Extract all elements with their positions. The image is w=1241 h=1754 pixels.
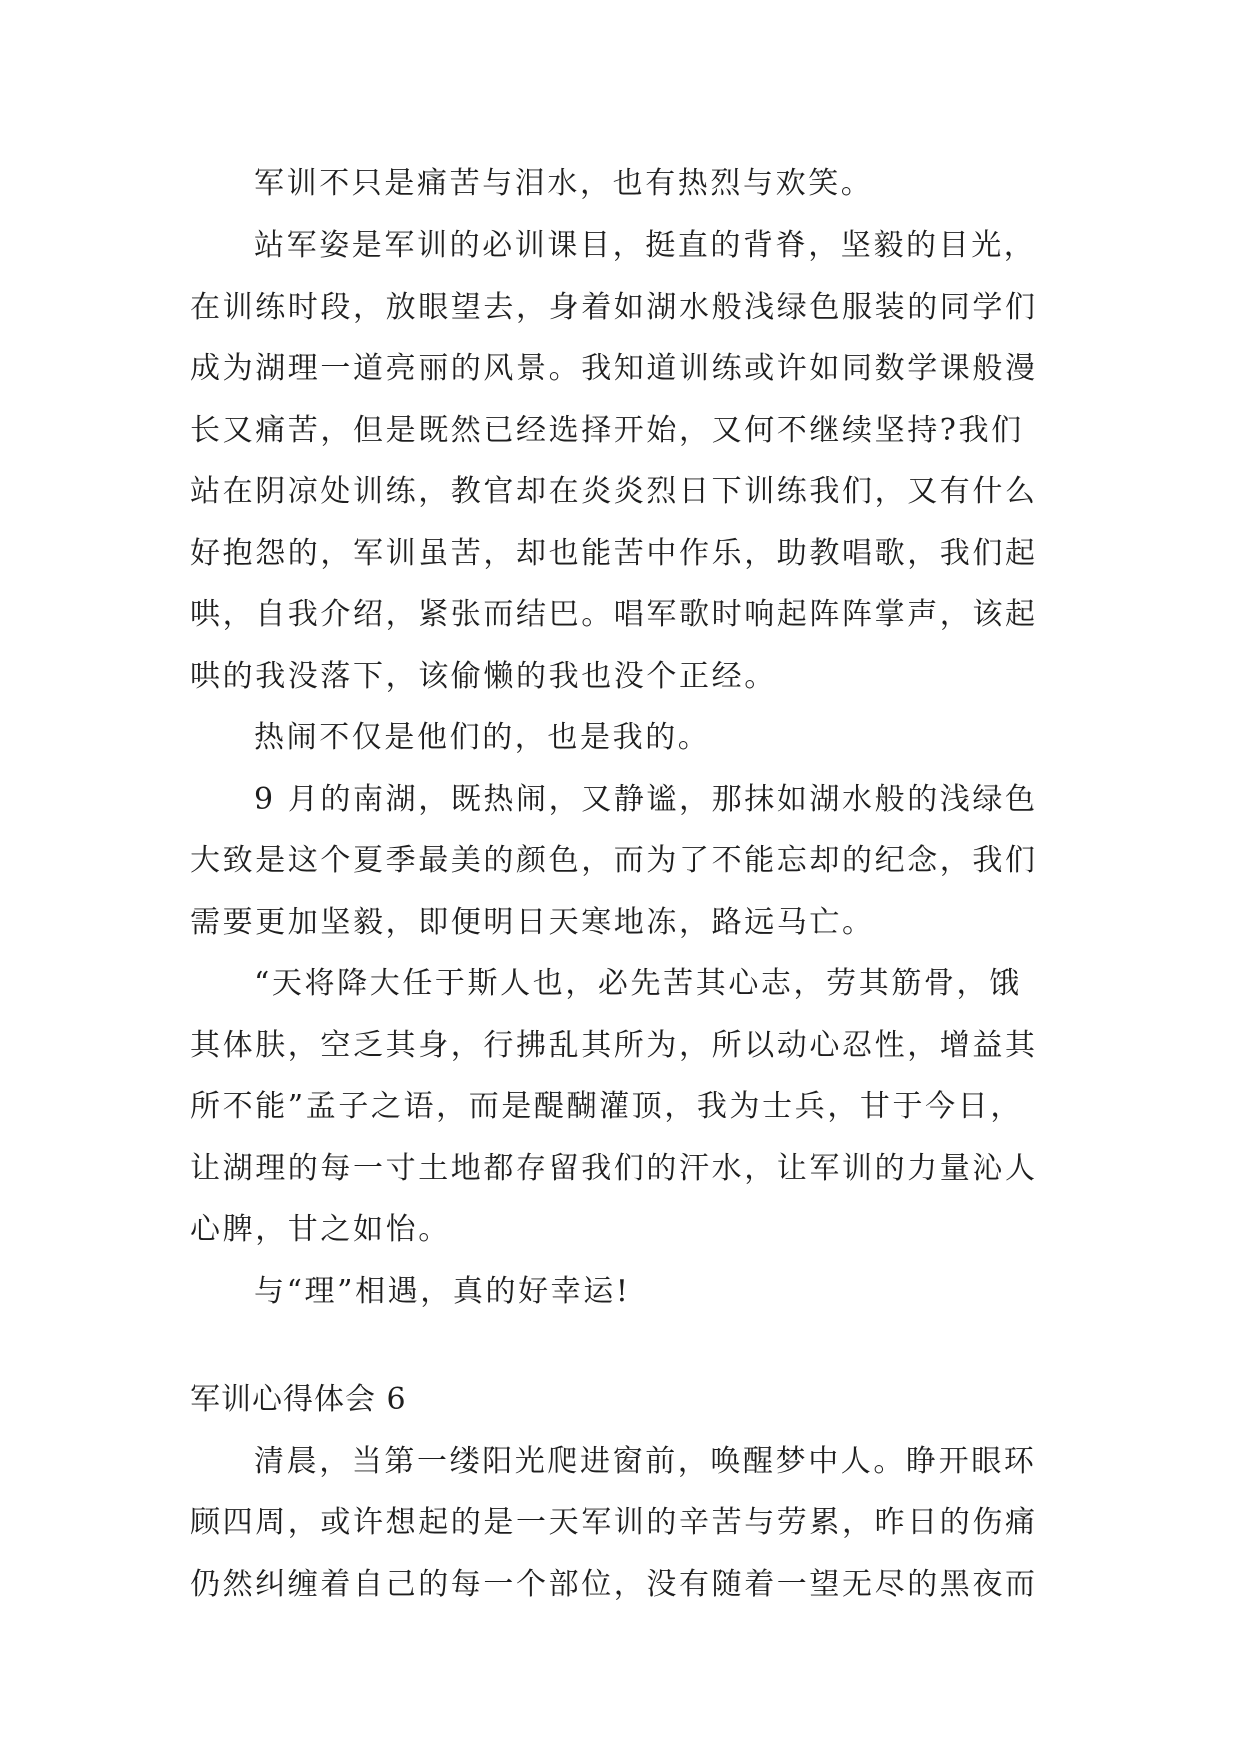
- paragraph-5-line-5: 心脾，甘之如怡。: [190, 1212, 451, 1247]
- paragraph-4-line-2: 大致是这个夏季最美的颜色，而为了不能忘却的纪念，我们: [190, 843, 1038, 878]
- paragraph-5-line-2: 其体肤，空乏其身，行拂乱其所为，所以动心忍性，增益其: [190, 1028, 1038, 1063]
- section-heading: 军训心得体会 6: [190, 1382, 407, 1417]
- paragraph-2-line-1: 站军姿是军训的必训课目，挺直的背脊，坚毅的目光，: [254, 228, 1037, 263]
- paragraph-3-line-1: 热闹不仅是他们的，也是我的。: [254, 720, 711, 755]
- paragraph-7-line-2: 顾四周，或许想起的是一天军训的辛苦与劳累，昨日的伤痛: [190, 1505, 1038, 1540]
- paragraph-1-line-1: 军训不只是痛苦与泪水，也有热烈与欢笑。: [254, 166, 874, 201]
- paragraph-7-line-3: 仍然纠缠着自己的每一个部位，没有随着一望无尽的黑夜而: [190, 1567, 1038, 1602]
- paragraph-2-line-4: 长又痛苦，但是既然已经选择开始，又何不继续坚持?我们: [190, 413, 1024, 448]
- paragraph-4-line-3: 需要更加坚毅，即便明日天寒地冻，路远马亡。: [190, 905, 875, 940]
- paragraph-2-line-3: 成为湖理一道亮丽的风景。我知道训练或许如同数学课般漫: [190, 351, 1038, 386]
- paragraph-5-line-4: 让湖理的每一寸土地都存留我们的汗水，让军训的力量沁人: [190, 1151, 1038, 1186]
- paragraph-5-line-3: 所不能”孟子之语，而是醍醐灌顶，我为士兵，甘于今日，: [190, 1089, 1023, 1124]
- paragraph-2-line-2: 在训练时段，放眼望去，身着如湖水般浅绿色服装的同学们: [190, 290, 1038, 325]
- paragraph-4-line-1: 9 月的南湖，既热闹，又静谧，那抹如湖水般的浅绿色: [254, 782, 1038, 817]
- paragraph-2-line-8: 哄的我没落下，该偷懒的我也没个正经。: [190, 659, 777, 694]
- paragraph-6-line-1: 与“理”相遇，真的好幸运!: [254, 1274, 631, 1309]
- paragraph-5-line-1: “天将降大任于斯人也，必先苦其心志，劳其筋骨，饿: [254, 966, 1022, 1001]
- paragraph-2-line-5: 站在阴凉处训练，教官却在炎炎烈日下训练我们，又有什么: [190, 474, 1038, 509]
- paragraph-7-line-1: 清晨，当第一缕阳光爬进窗前，唤醒梦中人。睁开眼环: [254, 1444, 1037, 1479]
- paragraph-2-line-7: 哄，自我介绍，紧张而结巴。唱军歌时响起阵阵掌声，该起: [190, 597, 1038, 632]
- paragraph-2-line-6: 好抱怨的，军训虽苦，却也能苦中作乐，助教唱歌，我们起: [190, 536, 1038, 571]
